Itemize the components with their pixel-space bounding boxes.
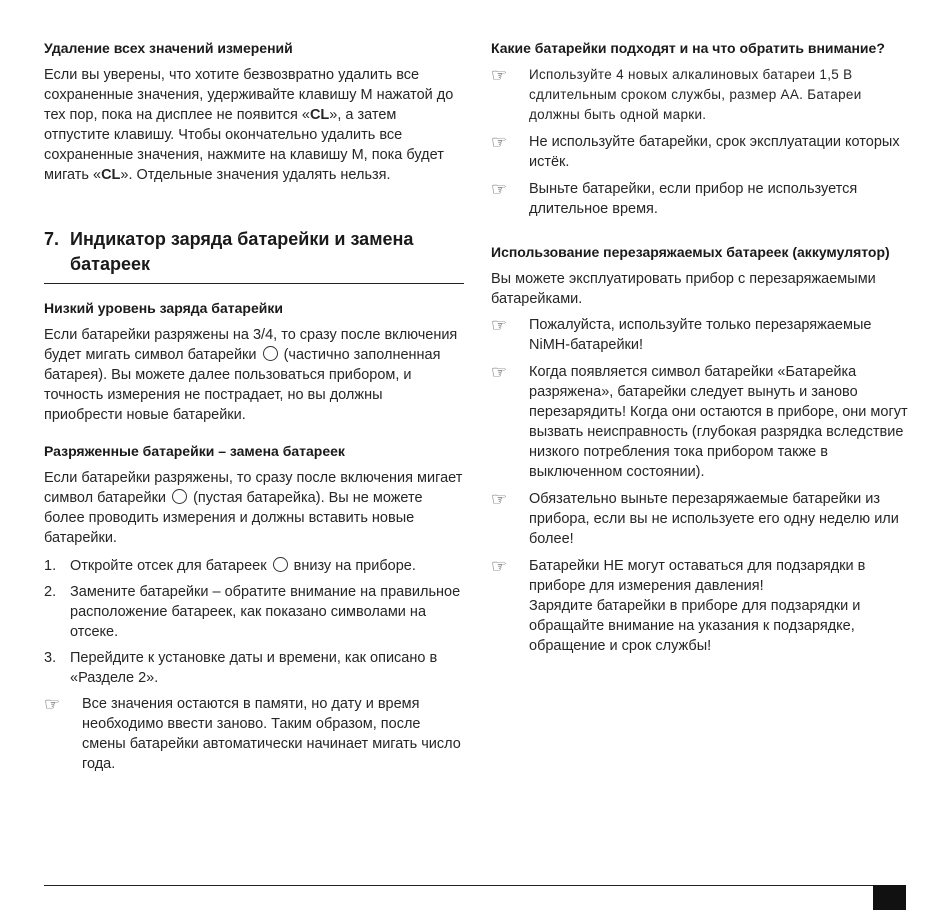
- pointing-hand-icon: ☞: [44, 694, 61, 714]
- note-item: ☞ Когда появляется символ батарейки «Батарейка разряжена», батарейки следует вынуть и заново перезарядить! Когда они остаются в приборе, они могут вызвать неисправность (глубокая разрядка вследствие низкого потребления тока прибором также в выключенном состоянии).: [491, 362, 908, 480]
- low-battery-text: Если батарейки разряжены на 3/4, то сразу после включения будет мигать символ батарейки (частично заполненная батарея). Вы можете далее пользоваться прибором, и точность измерения не пострадает, но вы должны приобрести новые батарейки.: [44, 327, 458, 423]
- low-battery-heading: Низкий уровень заряда батарейки: [44, 300, 283, 316]
- pointing-hand-icon: ☞: [491, 179, 508, 199]
- pointing-hand-icon: ☞: [491, 362, 508, 382]
- rechargeable-intro: Вы можете эксплуатировать прибор с перезаряжаемыми батарейками.: [491, 271, 876, 307]
- pointing-hand-icon: ☞: [491, 489, 508, 509]
- note-item: ☞ Выньте батарейки, если прибор не используется длительное время.: [491, 179, 858, 217]
- note-item: ☞ Не используйте батарейки, срок эксплуатации которых истёк.: [491, 132, 900, 170]
- pointing-hand-icon: ☞: [491, 65, 508, 85]
- list-item: 1. Откройте отсек для батареек внизу на приборе.: [44, 558, 416, 574]
- right-column: [491, 40, 911, 663]
- list-item: 3. Перейдите к установке даты и времени, как описано в «Разделе 2».: [44, 650, 438, 686]
- delete-heading: Удаление всех значений измерений: [44, 40, 293, 56]
- note-item: ☞ Пожалуйста, используйте только перезаряжаемые NiMH-батарейки!: [491, 315, 872, 353]
- note-item: ☞ Батарейки НЕ могут оставаться для подзарядки в приборе для измерения давления! Зарядите батарейки в приборе для подзарядки и обращайте внимание на указания к подзарядке, обращение и срок службы!: [491, 556, 866, 654]
- note-item: ☞ Обязательно выньте перезаряжаемые батарейки из прибора, если вы не используете его одну неделю или более!: [491, 489, 899, 547]
- section-title: [44, 227, 464, 284]
- cl-code: CL: [101, 167, 121, 183]
- section-number: 7.: [44, 229, 60, 249]
- pointing-hand-icon: ☞: [491, 315, 508, 335]
- note-item: ☞ Используйте 4 новых алкалиновых батареи 1,5 В сдлительным сроком службы, размер AA. Батареи должны быть одной марки.: [491, 65, 911, 125]
- section-title-text: Индикатор заряда батарейки и замена батареек: [70, 229, 414, 274]
- replacement-steps: [44, 556, 464, 688]
- battery-symbol-icon: [172, 489, 187, 504]
- page-marker-block: [873, 885, 906, 910]
- battery-symbol-icon: [263, 346, 278, 361]
- footer-rule: [44, 885, 906, 886]
- delete-text: Если вы уверены, что хотите безвозвратно удалить все сохраненные значения, удерживайте клавишу M нажатой до тех пор, пока на дисплее не появится «CL», а затем отпустите клавишу. Чтобы окончательно удалить все сохраненные значения, нажмите на клавишу M, пока будет мигать «CL». Отдельные значения удалять нельзя.: [44, 67, 454, 183]
- which-batteries-heading: Какие батарейки подходят и на что обратить внимание?: [491, 40, 885, 56]
- list-item: 2. Замените батарейки – обратите внимание на правильное расположение батареек, как показано символами на отсеке.: [44, 584, 461, 640]
- empty-battery-text: Если батарейки разряжены, то сразу после включения мигает символ батарейки (пустая батарейка). Вы не можете более проводить измерения и должны вставить новые батарейки.: [44, 470, 463, 546]
- note-item: ☞ Все значения остаются в памяти, но дату и время необходимо ввести заново. Таким образом, после смены батарейки автоматически начинает мигать число года.: [44, 694, 461, 772]
- empty-battery-heading: Разряженные батарейки – замена батареек: [44, 443, 345, 459]
- rechargeable-heading: Использование перезаряжаемых батареек (аккумулятор): [491, 244, 890, 260]
- left-column: [44, 40, 464, 781]
- battery-symbol-icon: [273, 557, 288, 572]
- pointing-hand-icon: ☞: [491, 556, 508, 576]
- pointing-hand-icon: ☞: [491, 132, 508, 152]
- cl-code: CL: [309, 107, 330, 123]
